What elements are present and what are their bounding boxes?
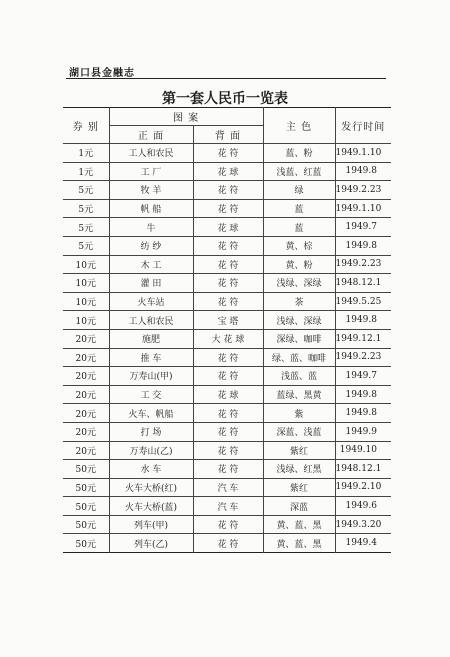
table-row: [63, 311, 391, 330]
cell-main-color: 蓝绿、黑黄: [263, 385, 335, 404]
cell-back-design: 花 符: [193, 144, 263, 163]
cell-issue-date: 1949.2.23: [335, 181, 391, 200]
cell-back-design: 花 符: [193, 367, 263, 386]
cell-issue-date: 1949.8: [335, 404, 391, 423]
cell-main-color: 紫红: [263, 441, 335, 460]
table-row: [63, 385, 391, 404]
cell-denomination: 20元: [63, 329, 109, 348]
table-row: [63, 422, 391, 441]
cell-denomination: 50元: [63, 497, 109, 516]
cell-main-color: 黄、粉: [263, 255, 335, 274]
cell-denomination: 10元: [63, 311, 109, 330]
cell-issue-date: 1949.10: [335, 441, 391, 460]
table-row: [63, 329, 391, 348]
cell-back-design: 花 符: [193, 404, 263, 423]
cell-denomination: 20元: [63, 441, 109, 460]
cell-main-color: 蓝: [263, 199, 335, 218]
cell-back-design: 汽 车: [193, 497, 263, 516]
cell-denomination: 50元: [63, 534, 109, 553]
cell-issue-date: 1949.1.10: [335, 144, 391, 163]
cell-back-design: 花 符: [193, 515, 263, 534]
table-row: [63, 497, 391, 516]
table-row: [63, 255, 391, 274]
cell-front-design: 打 场: [109, 422, 193, 441]
cell-denomination: 50元: [63, 515, 109, 534]
currency-table: [63, 107, 391, 553]
cell-front-design: 牛: [109, 218, 193, 237]
table-row: [63, 460, 391, 479]
cell-issue-date: 1949.4: [335, 534, 391, 553]
cell-front-design: 万寿山(乙): [109, 441, 193, 460]
table-title: 第一套人民币一览表: [162, 91, 288, 107]
cell-issue-date: 1949.12.1: [335, 329, 391, 348]
cell-back-design: 大 花 球: [193, 329, 263, 348]
cell-main-color: 浅蓝、蓝: [263, 367, 335, 386]
cell-main-color: 浅绿、深绿: [263, 311, 335, 330]
cell-front-design: 工人和农民: [109, 311, 193, 330]
cell-denomination: 20元: [63, 404, 109, 423]
cell-denomination: 5元: [63, 218, 109, 237]
cell-back-design: 花 符: [193, 181, 263, 200]
cell-front-design: 牧 羊: [109, 181, 193, 200]
cell-main-color: 茶: [263, 292, 335, 311]
cell-denomination: 5元: [63, 199, 109, 218]
cell-issue-date: 1949.8: [335, 311, 391, 330]
cell-issue-date: 1948.12.1: [335, 274, 391, 293]
cell-front-design: 灌 田: [109, 274, 193, 293]
cell-back-design: 汽 车: [193, 478, 263, 497]
cell-main-color: 紫: [263, 404, 335, 423]
cell-issue-date: 1949.2.23: [335, 255, 391, 274]
cell-main-color: 蓝、粉: [263, 144, 335, 163]
cell-front-design: 工 厂: [109, 162, 193, 181]
cell-main-color: 黄、蓝、黑: [263, 515, 335, 534]
cell-issue-date: 1949.8: [335, 162, 391, 181]
cell-front-design: 工 交: [109, 385, 193, 404]
cell-main-color: 深蓝、浅蓝: [263, 422, 335, 441]
table-row: [63, 218, 391, 237]
cell-denomination: 20元: [63, 385, 109, 404]
cell-denomination: 10元: [63, 255, 109, 274]
header-date: 发行时间: [335, 108, 391, 144]
cell-issue-date: 1949.7: [335, 367, 391, 386]
cell-main-color: 深绿、咖啡: [263, 329, 335, 348]
cell-back-design: 花 符: [193, 441, 263, 460]
cell-denomination: 20元: [63, 422, 109, 441]
table-row: [63, 404, 391, 423]
cell-main-color: 蓝: [263, 218, 335, 237]
cell-back-design: 花 符: [193, 534, 263, 553]
table-row: [63, 478, 391, 497]
cell-front-design: 火车站: [109, 292, 193, 311]
cell-issue-date: 1949.2.23: [335, 348, 391, 367]
cell-back-design: 花 球: [193, 162, 263, 181]
cell-back-design: 花 符: [193, 255, 263, 274]
table-row: [63, 199, 391, 218]
cell-main-color: 浅绿、红黑: [263, 460, 335, 479]
table-row: [63, 181, 391, 200]
table-row: [63, 162, 391, 181]
header-design: 图 案: [109, 108, 263, 126]
table-row: [63, 274, 391, 293]
book-header: 湖口县金融志: [69, 68, 135, 79]
cell-front-design: 水 车: [109, 460, 193, 479]
cell-denomination: 50元: [63, 478, 109, 497]
cell-front-design: 工人和农民: [109, 144, 193, 163]
cell-front-design: 列车(乙): [109, 534, 193, 553]
cell-denomination: 5元: [63, 236, 109, 255]
cell-back-design: 花 符: [193, 348, 263, 367]
cell-issue-date: 1948.12.1: [335, 460, 391, 479]
table-row: [63, 534, 391, 553]
table-body: [63, 144, 391, 553]
cell-issue-date: 1949.9: [335, 422, 391, 441]
cell-issue-date: 1949.2.10: [335, 478, 391, 497]
cell-denomination: 50元: [63, 460, 109, 479]
cell-front-design: 火车大桥(红): [109, 478, 193, 497]
cell-issue-date: 1949.6: [335, 497, 391, 516]
cell-issue-date: 1949.5.25: [335, 292, 391, 311]
cell-back-design: 花 符: [193, 274, 263, 293]
header-rule: [66, 78, 386, 79]
cell-main-color: 浅蓝、红蓝: [263, 162, 335, 181]
table-row: [63, 144, 391, 163]
table-row: [63, 441, 391, 460]
cell-front-design: 火车、帆船: [109, 404, 193, 423]
cell-front-design: 施肥: [109, 329, 193, 348]
cell-main-color: 绿、蓝、咖啡: [263, 348, 335, 367]
cell-main-color: 深蓝: [263, 497, 335, 516]
cell-back-design: 花 符: [193, 422, 263, 441]
cell-front-design: 帆 船: [109, 199, 193, 218]
cell-main-color: 紫红: [263, 478, 335, 497]
cell-back-design: 花 符: [193, 236, 263, 255]
header-back: 背 面: [193, 126, 263, 144]
header-front: 正 面: [109, 126, 193, 144]
cell-back-design: 花 符: [193, 292, 263, 311]
cell-main-color: 黄、棕: [263, 236, 335, 255]
cell-main-color: 绿: [263, 181, 335, 200]
cell-denomination: 10元: [63, 292, 109, 311]
cell-back-design: 宝 塔: [193, 311, 263, 330]
table-row: [63, 236, 391, 255]
cell-back-design: 花 球: [193, 385, 263, 404]
cell-denomination: 1元: [63, 144, 109, 163]
cell-front-design: 列车(甲): [109, 515, 193, 534]
cell-main-color: 浅绿、深绿: [263, 274, 335, 293]
cell-back-design: 花 符: [193, 199, 263, 218]
cell-issue-date: 1949.8: [335, 385, 391, 404]
header-color: 主 色: [263, 108, 335, 144]
table-row: [63, 348, 391, 367]
cell-denomination: 1元: [63, 162, 109, 181]
cell-issue-date: 1949.7: [335, 218, 391, 237]
cell-back-design: 花 符: [193, 460, 263, 479]
cell-front-design: 纺 纱: [109, 236, 193, 255]
cell-denomination: 10元: [63, 274, 109, 293]
table-row: [63, 367, 391, 386]
cell-front-design: 推 车: [109, 348, 193, 367]
cell-back-design: 花 球: [193, 218, 263, 237]
table-row: [63, 515, 391, 534]
table-row: [63, 292, 391, 311]
cell-front-design: 火车大桥(蓝): [109, 497, 193, 516]
cell-front-design: 万寿山(甲): [109, 367, 193, 386]
cell-denomination: 5元: [63, 181, 109, 200]
header-denomination: 券 别: [63, 108, 109, 144]
cell-issue-date: 1949.8: [335, 236, 391, 255]
cell-denomination: 20元: [63, 367, 109, 386]
cell-denomination: 20元: [63, 348, 109, 367]
cell-front-design: 木 工: [109, 255, 193, 274]
cell-issue-date: 1949.1.10: [335, 199, 391, 218]
cell-issue-date: 1949.3.20: [335, 515, 391, 534]
cell-main-color: 黄、蓝、黑: [263, 534, 335, 553]
